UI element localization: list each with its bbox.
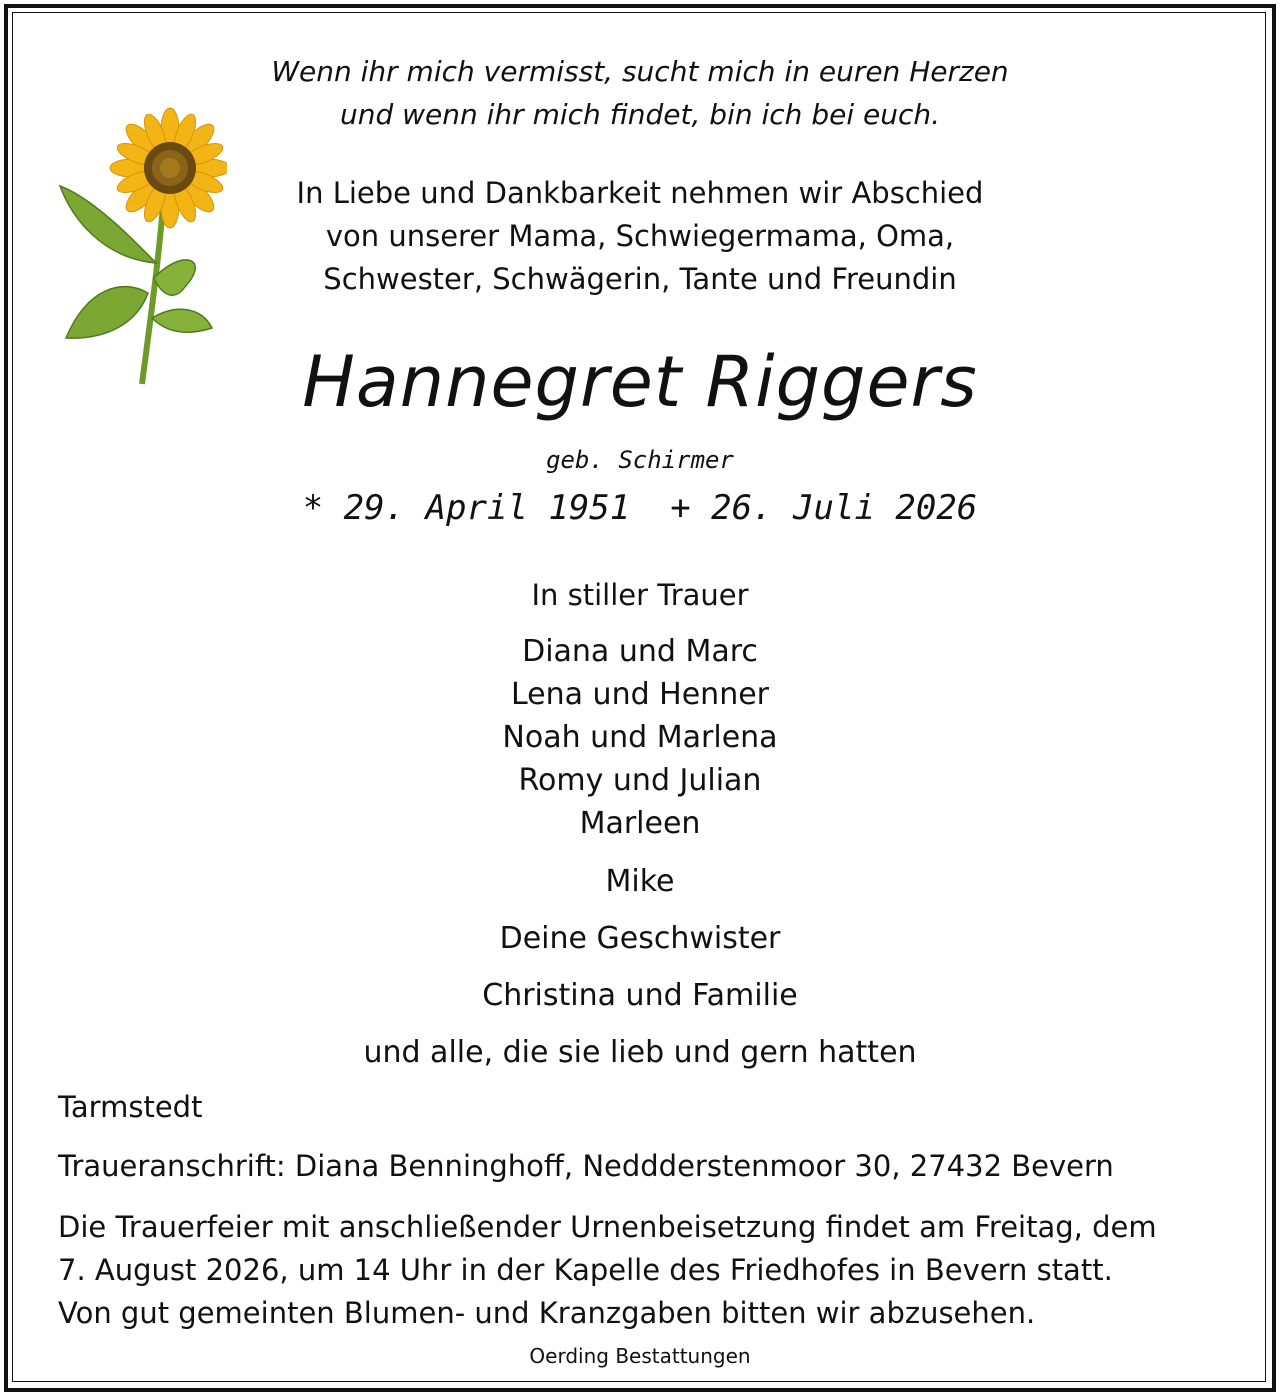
mourners-list <box>0 630 1280 845</box>
ceremony-text <box>58 1206 1238 1335</box>
intro-line: Schwester, Schwägerin, Tante und Freundin <box>323 262 957 296</box>
deceased-name: Hannegret Riggers <box>302 341 978 423</box>
death-date: + 26. Juli 2026 <box>670 488 978 528</box>
intro-text <box>0 172 1280 301</box>
mourner: Noah und Marlena <box>502 720 778 755</box>
grief-line: In stiller Trauer <box>531 578 749 612</box>
mourner: Romy und Julian <box>518 763 762 798</box>
mourner: Marleen <box>579 806 701 841</box>
mourner-mike: Mike <box>605 864 675 899</box>
motto-line: und wenn ihr mich findet, bin ich bei euch. <box>339 98 941 131</box>
place: Tarmstedt <box>58 1090 203 1124</box>
intro-line: von unserer Mama, Schwiegermama, Oma, <box>325 219 955 253</box>
ceremony-line: Von gut gemeinten Blumen- und Kranzgaben bitten wir abzusehen. <box>58 1296 1036 1330</box>
maiden-name: geb. Schirmer <box>546 446 734 474</box>
all-others: und alle, die sie lieb und gern hatten <box>363 1035 917 1070</box>
ceremony-line: 7. August 2026, um 14 Uhr in der Kapelle des Friedhofes in Bevern statt. <box>58 1253 1113 1287</box>
motto-line: Wenn ihr mich vermisst, sucht mich in euren Herzen <box>271 55 1009 88</box>
siblings: Christina und Familie <box>482 978 798 1013</box>
undertaker: Oerding Bestattungen <box>529 1344 751 1368</box>
siblings-heading: Deine Geschwister <box>499 921 781 956</box>
motto <box>0 50 1280 136</box>
intro-line: In Liebe und Dankbarkeit nehmen wir Abschied <box>296 176 984 210</box>
birth-date: * 29. April 1951 <box>302 488 631 528</box>
mourner: Lena und Henner <box>510 677 770 712</box>
mourner: Diana und Marc <box>522 634 758 669</box>
mourning-address: Traueranschrift: Diana Benninghoff, Neddderstenmoor 30, 27432 Bevern <box>58 1149 1114 1183</box>
life-dates <box>0 486 1280 530</box>
ceremony-line: Die Trauerfeier mit anschließender Urnenbeisetzung findet am Freitag, dem <box>58 1210 1157 1244</box>
